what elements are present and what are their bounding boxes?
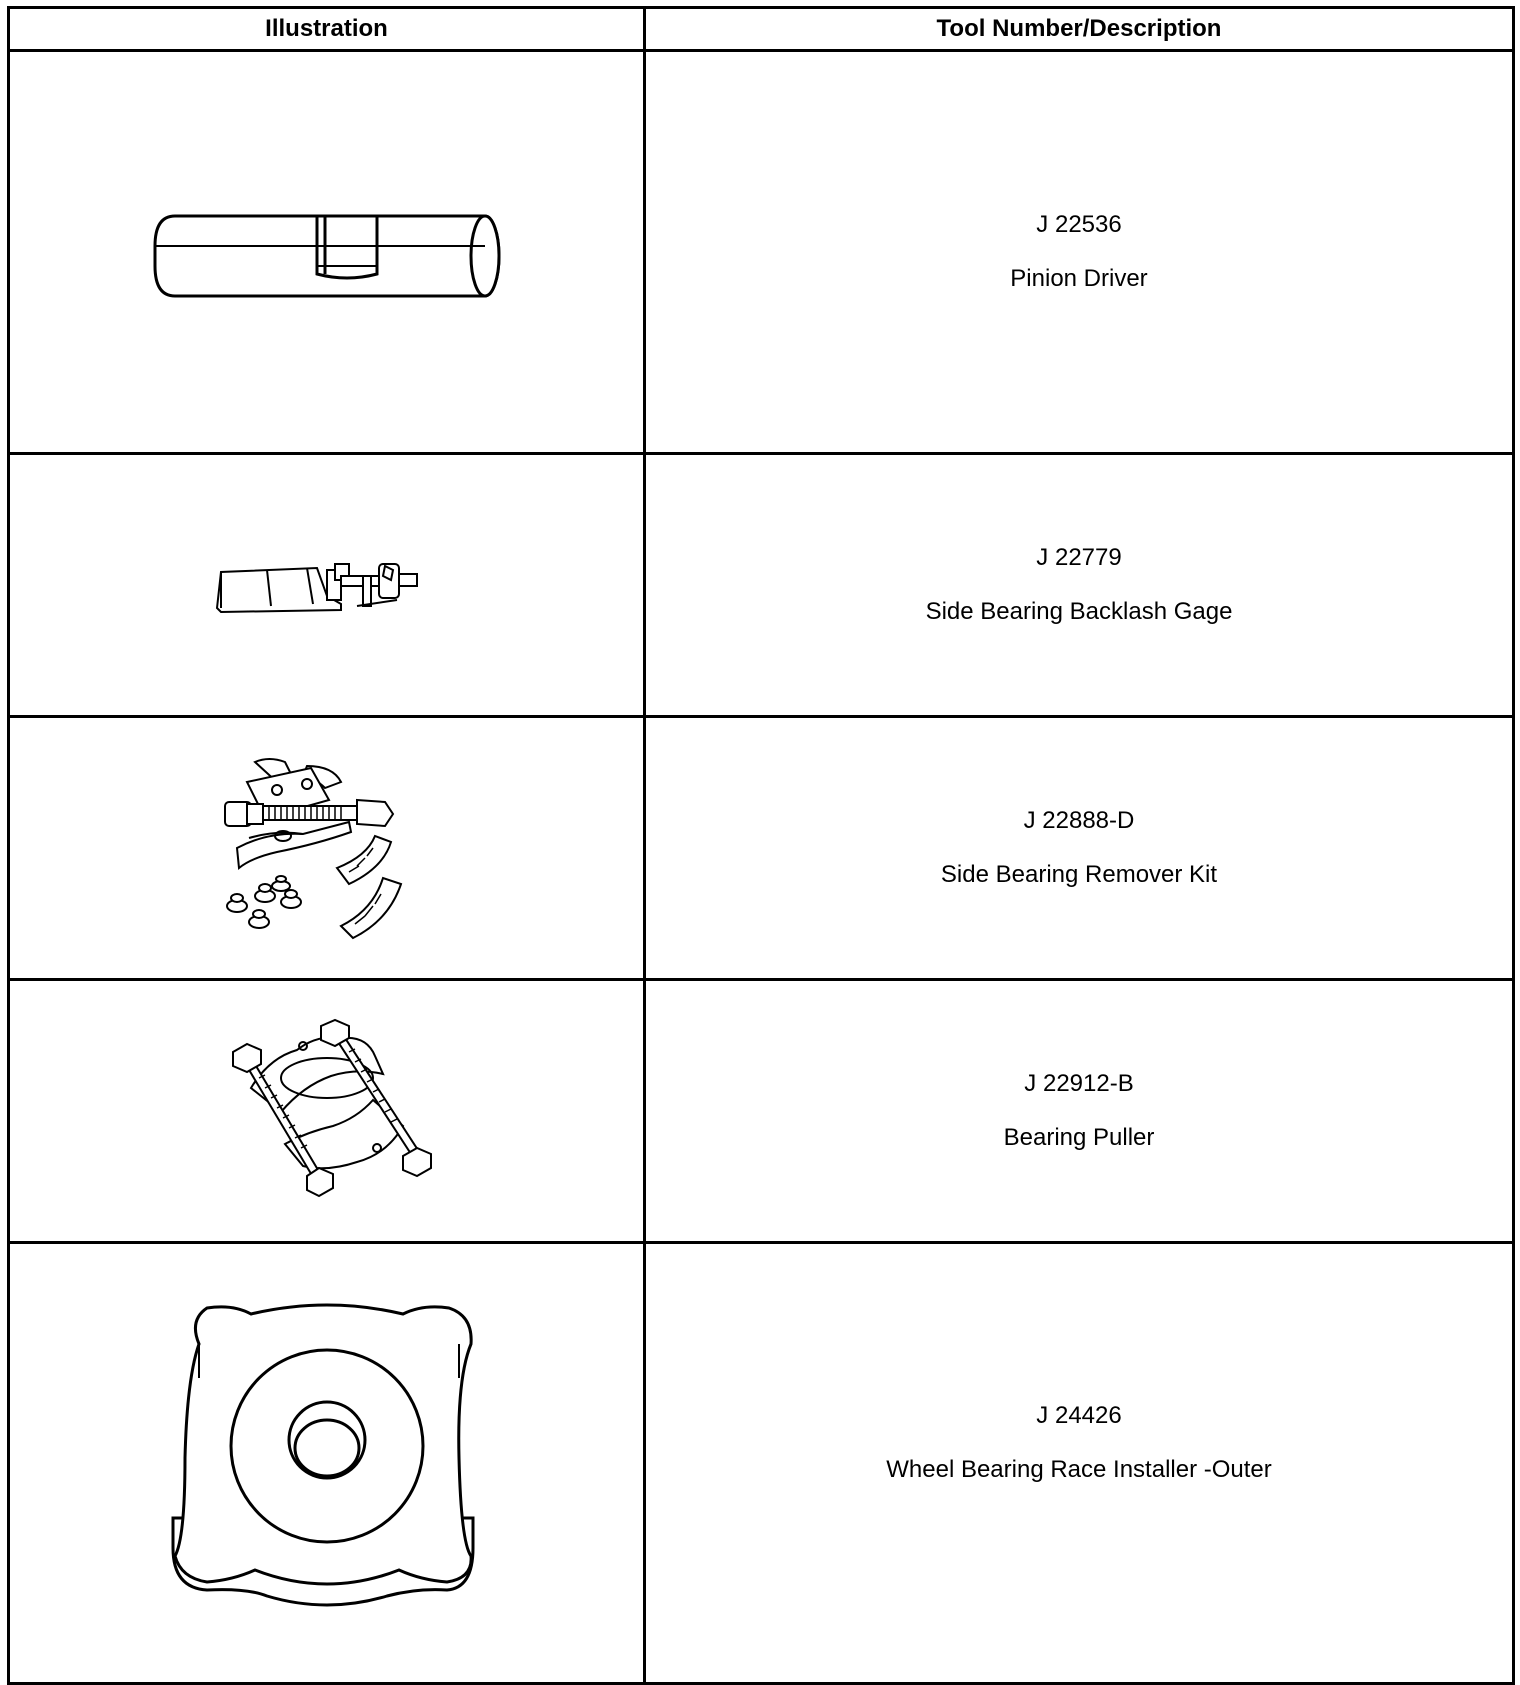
backlash-gage-icon [207, 550, 447, 620]
tool-number: J 22536 [1036, 211, 1122, 238]
table-row [9, 1243, 1514, 1684]
remover-kit-icon [207, 748, 447, 948]
description-cell [645, 1243, 1514, 1684]
pinion-driver-icon [147, 202, 507, 302]
bearing-puller-icon [207, 1016, 447, 1206]
tool-name: Side Bearing Backlash Gage [925, 598, 1233, 625]
description-cell [645, 980, 1514, 1243]
description-cell [645, 454, 1514, 717]
race-installer-icon [167, 1298, 487, 1628]
tool-number: J 24426 [1036, 1402, 1122, 1429]
header-row [9, 8, 1514, 51]
illustration-cell [9, 980, 645, 1243]
tool-number: J 22779 [1036, 544, 1122, 571]
tool-name: Wheel Bearing Race Installer -Outer [886, 1456, 1272, 1483]
description-cell [645, 51, 1514, 454]
table-row [9, 51, 1514, 454]
tool-name: Pinion Driver [1010, 265, 1148, 292]
header-illustration: Illustration [9, 8, 645, 51]
illustration-cell [9, 1243, 645, 1684]
table-row [9, 717, 1514, 980]
tool-name: Bearing Puller [1003, 1124, 1155, 1151]
tool-number: J 22912-B [1024, 1070, 1134, 1097]
description-cell [645, 717, 1514, 980]
header-tool-description: Tool Number/Description [645, 8, 1514, 51]
illustration-cell [9, 51, 645, 454]
tool-number: J 22888-D [1023, 807, 1135, 834]
illustration-cell [9, 454, 645, 717]
illustration-cell [9, 717, 645, 980]
table-row [9, 454, 1514, 717]
special-tools-table [7, 6, 1515, 1685]
tool-name: Side Bearing Remover Kit [940, 861, 1218, 888]
table-row [9, 980, 1514, 1243]
